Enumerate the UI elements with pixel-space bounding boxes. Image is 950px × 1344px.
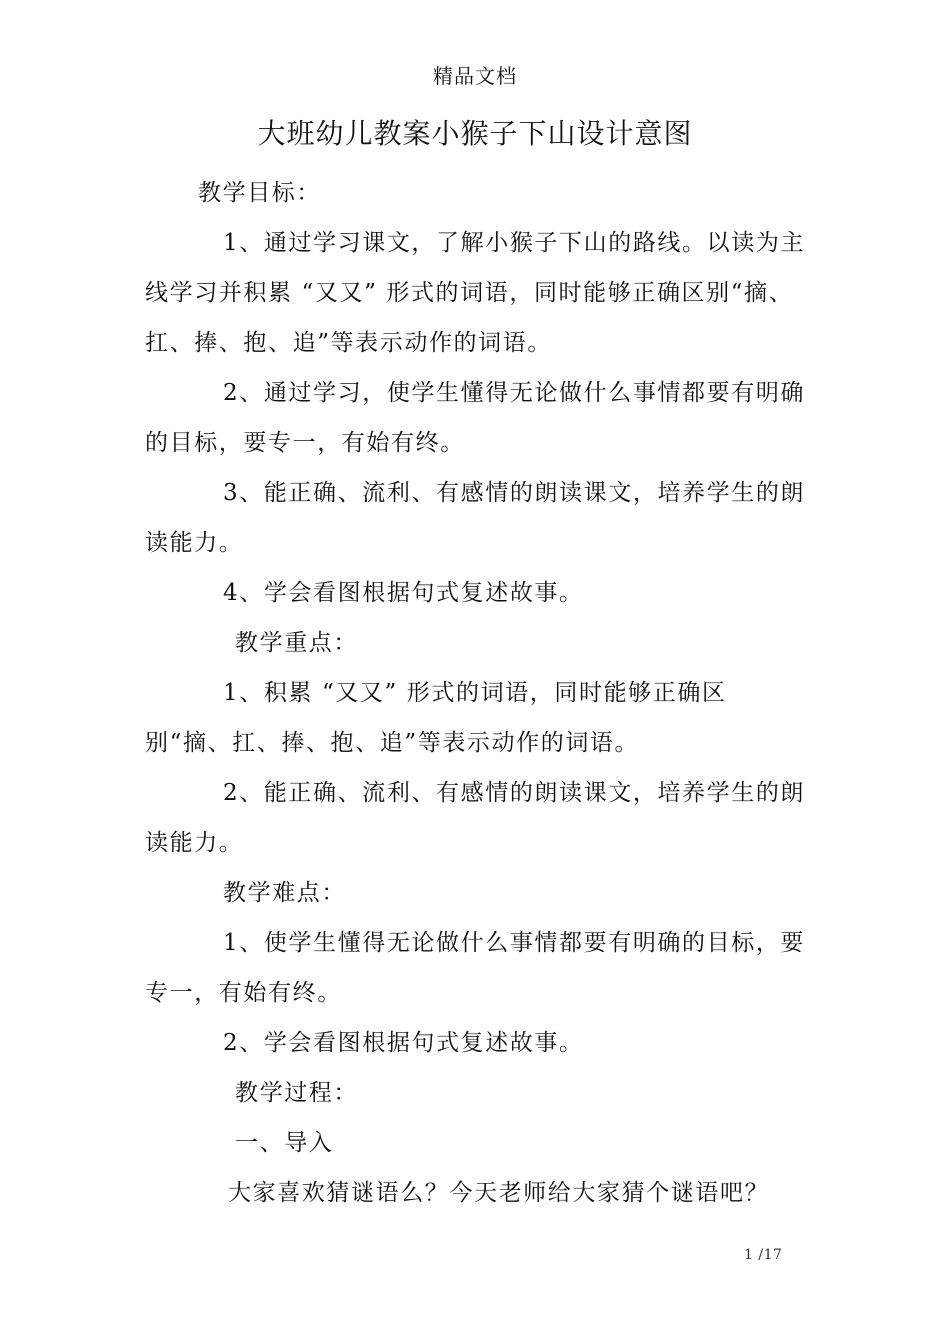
objective-item-2: 2、通过学习，使学生懂得无论做什么事情都要有明确的目标，要专一，有始有终。	[145, 380, 806, 456]
objective-item-1: 1、通过学习课文，了解小猴子下山的路线。以读为主线学习并积累 “又又” 形式的词语，同时能够正确区别“摘、扛、捧、抱、追”等表示动作的词语。	[145, 230, 806, 356]
page-number: 1 /17	[744, 1247, 783, 1263]
objective-item-3: 3、能正确、流利、有感情的朗读课文，培养学生的朗读能力。	[145, 480, 806, 556]
key-point-item-1: 1、积累 “又又” 形式的词语，同时能够正确区别“摘、扛、捧、抱、追”等表示动作的词语。	[145, 680, 727, 756]
difficulty-item-1: 1、使学生懂得无论做什么事情都要有明确的目标，要专一，有始有终。	[145, 930, 806, 1006]
difficulties-heading: 教学难点：	[223, 880, 346, 906]
process-intro: 大家喜欢猜谜语么？今天老师给大家猜个谜语吧？	[228, 1180, 770, 1206]
difficulty-item-2: 2、学会看图根据句式复述故事。	[223, 1030, 584, 1056]
document-body	[145, 168, 810, 1218]
key-point-item-2: 2、能正确、流利、有感情的朗读课文，培养学生的朗读能力。	[145, 780, 806, 856]
process-heading: 教学过程：	[235, 1080, 358, 1106]
objective-item-4: 4、学会看图根据句式复述故事。	[223, 580, 584, 606]
objectives-heading: 教学目标：	[198, 180, 321, 206]
key-points-heading: 教学重点：	[235, 630, 358, 656]
process-subheading: 一、导入	[235, 1130, 334, 1156]
document-title: 大班幼儿教案小猴子下山设计意图	[257, 117, 693, 150]
header-note: 精品文档	[433, 64, 517, 88]
